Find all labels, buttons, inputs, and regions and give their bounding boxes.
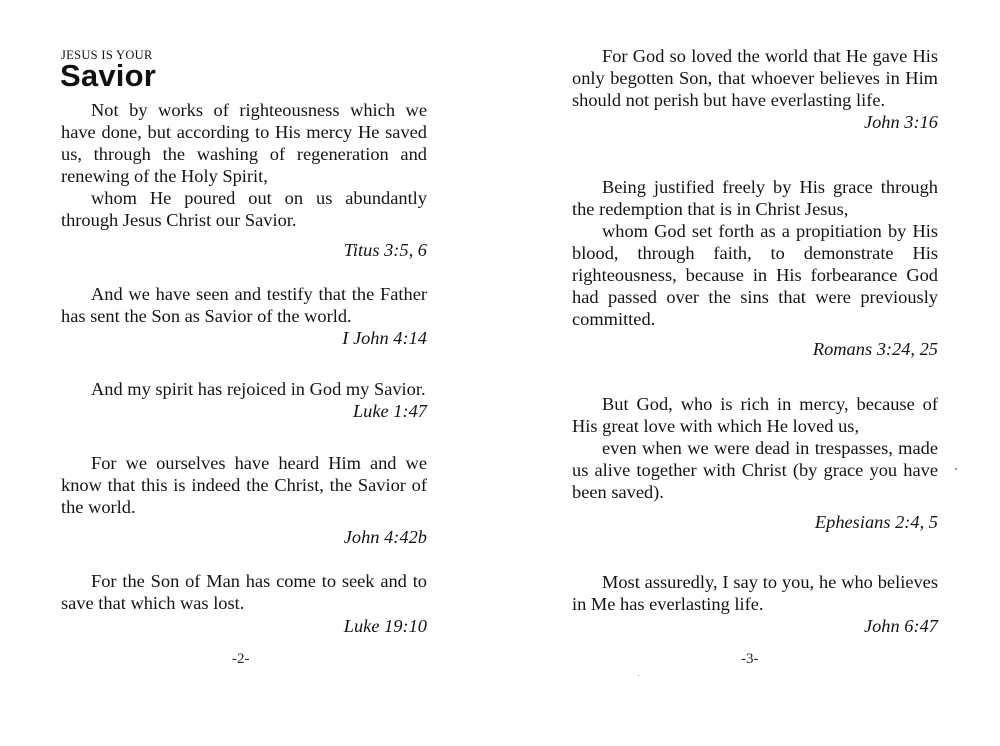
section-title: Savior [60, 58, 156, 93]
verse-passage [61, 452, 427, 548]
verse-reference: Luke 19:10 [343, 616, 427, 636]
verse-text: Not by works of righteousness which we have done, but according to His mercy He saved us, through the washing of regeneration and renewing of the Holy Spirit, [61, 100, 427, 186]
page-number: -2- [232, 651, 250, 667]
verse-passage [61, 283, 427, 349]
verse-text: For God so loved the world that He gave His only begotten Son, that whoever believes in Him should not perish but have everlasting life. [572, 46, 938, 110]
verse-passage [572, 45, 938, 133]
verse-passage [61, 570, 427, 637]
verse-reference: Ephesians 2:4, 5 [814, 512, 938, 532]
verse-text: But God, who is rich in mercy, because of His great love with which He loved us, [572, 394, 938, 436]
page-number: -3- [741, 651, 759, 667]
verse-text: Being justified freely by His grace through the redemption that is in Christ Jesus, [572, 177, 938, 219]
verse-passage [572, 176, 938, 360]
verse-reference: John 3:16 [863, 112, 938, 132]
verse-reference: John 4:42b [343, 527, 427, 547]
right-page [500, 0, 1000, 746]
verse-passage [572, 571, 938, 637]
verse-reference: I John 4:14 [342, 328, 427, 348]
verse-text: even when we were dead in trespasses, made us alive together with Christ (by grace you have been saved). [572, 438, 938, 502]
verse-text: And my spirit has rejoiced in God my Savior. [91, 379, 426, 399]
verse-text: whom God set forth as a propitiation by His blood, through faith, to demonstrate His righteousness, because in His forbearance God had passed over the sins that were previously committed. [572, 221, 938, 329]
verse-text: Most assuredly, I say to you, he who believes in Me has everlasting life. [572, 572, 938, 614]
verse-passage [61, 99, 427, 261]
paper-speck [638, 675, 639, 676]
section-kicker: JESUS IS YOUR [61, 48, 153, 62]
verse-reference: John 6:47 [863, 616, 938, 636]
verse-reference: Romans 3:24, 25 [812, 339, 938, 359]
verse-text: And we have seen and testify that the Father has sent the Son as Savior of the world. [61, 284, 427, 326]
verse-passage [61, 378, 427, 422]
verse-text: whom He poured out on us abundantly through Jesus Christ our Savior. [61, 188, 427, 230]
verse-reference: Luke 1:47 [352, 401, 427, 421]
paper-speck [955, 468, 957, 470]
verse-reference: Titus 3:5, 6 [343, 240, 427, 260]
verse-text: For the Son of Man has come to seek and to save that which was lost. [61, 571, 427, 613]
verse-passage [572, 393, 938, 533]
verse-text: For we ourselves have heard Him and we know that this is indeed the Christ, the Savior of the world. [61, 453, 427, 517]
